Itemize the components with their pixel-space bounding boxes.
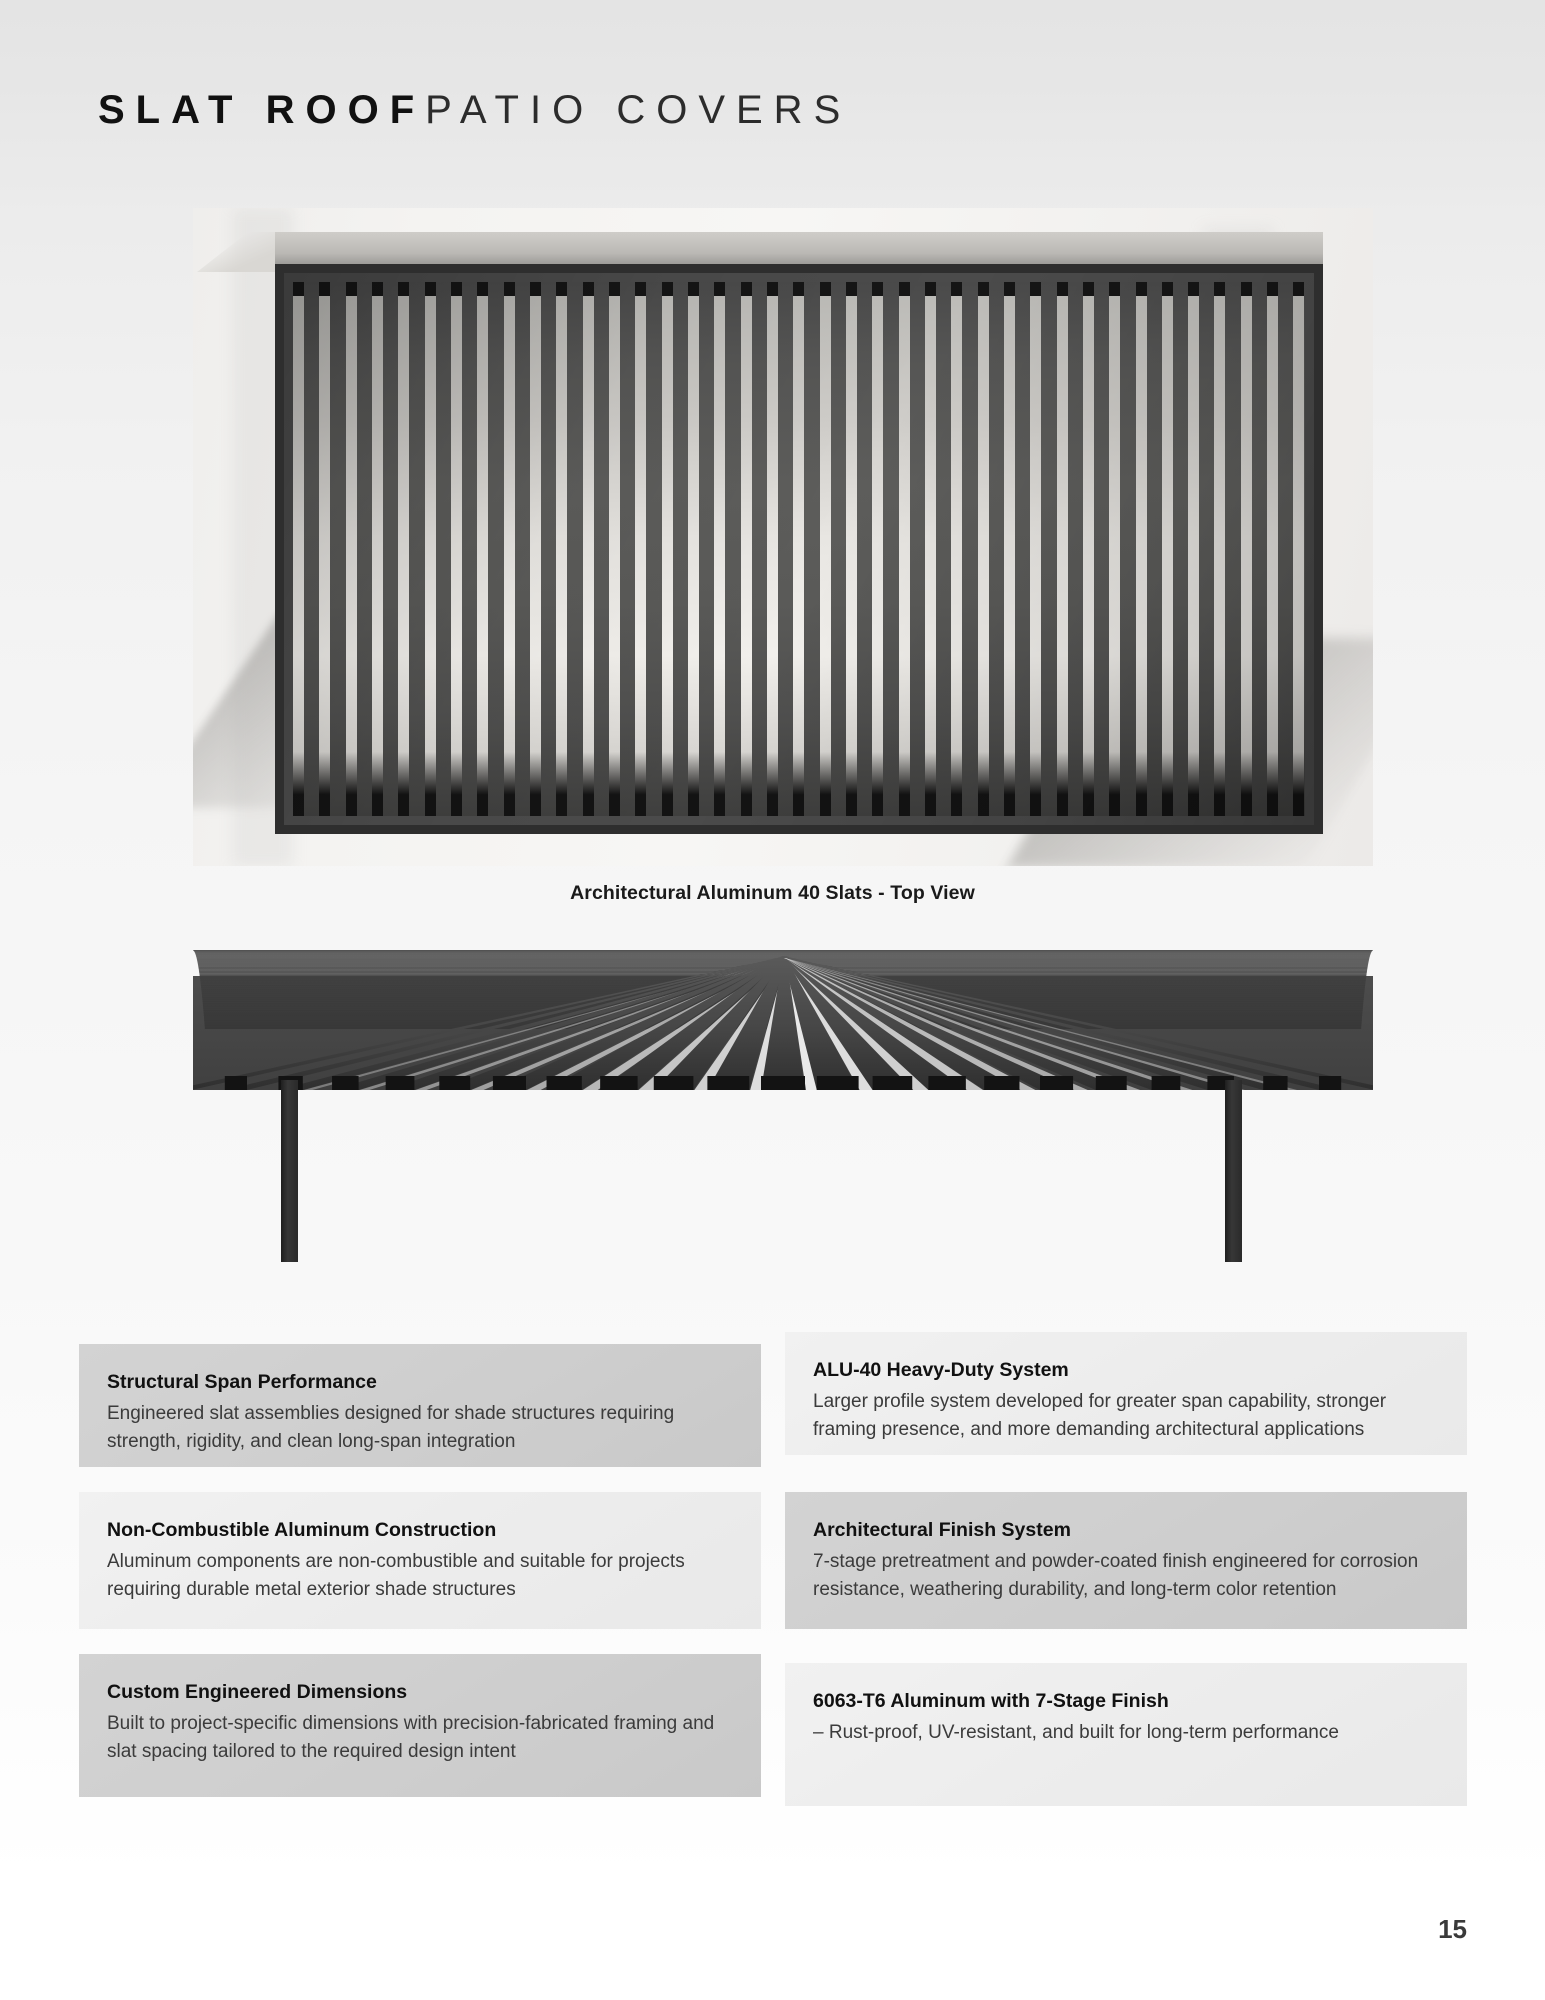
slat-gap <box>1083 282 1094 816</box>
feature-card-body: 7-stage pretreatment and powder-coated finish engineered for corrosion resistance, weathering durability, and long-term color retention <box>813 1551 1419 1600</box>
slat-gap <box>1267 282 1278 816</box>
perspective-slat-endcap <box>1096 1076 1127 1090</box>
slat-gap <box>1293 282 1304 816</box>
perspective-slat-endcap <box>984 1076 1019 1090</box>
perspective-slat-svg <box>193 950 1373 1090</box>
feature-card-body: Aluminum components are non-combustible and suitable for projects requiring durable metal exterior shade structures <box>107 1551 685 1600</box>
feature-card-body: Built to project-specific dimensions with precision-fabricated framing and slat spacing tailored to the required design intent <box>107 1713 715 1762</box>
feature-card-row <box>79 1492 1467 1629</box>
slat-gap <box>793 282 804 816</box>
perspective-slat-endcap <box>493 1076 526 1090</box>
perspective-slat-endcap <box>439 1076 470 1090</box>
perspective-slat-endcap <box>707 1076 749 1090</box>
slat-gap <box>1030 282 1041 816</box>
feature-card-title: 6063-T6 Aluminum with 7-Stage Finish <box>813 1690 1169 1712</box>
feature-card-title: Custom Engineered Dimensions <box>107 1681 408 1703</box>
slat-gap <box>1136 282 1147 816</box>
feature-card-title: Architectural Finish System <box>813 1519 1071 1541</box>
slat-gap <box>899 282 910 816</box>
slat-gap <box>1188 282 1199 816</box>
slat-gap <box>556 282 567 816</box>
perspective-slat-endcap <box>1263 1076 1287 1090</box>
feature-card[interactable] <box>79 1654 761 1797</box>
slat-gap <box>451 282 462 816</box>
perspective-slat-endcap <box>761 1076 805 1090</box>
slat-gap <box>425 282 436 816</box>
perspective-slat-endcap <box>600 1076 637 1090</box>
figure-caption: Architectural Aluminum 40 Slats - Top View <box>570 882 975 904</box>
perspective-slat-endcap <box>1152 1076 1181 1090</box>
perspective-slat-endcap <box>547 1076 582 1090</box>
slat-gap <box>1109 282 1120 816</box>
slat-gap <box>583 282 594 816</box>
slat-gap <box>978 282 989 816</box>
page-title-light: PATIO COVERS <box>425 88 852 132</box>
perspective-slat-endcap <box>225 1076 247 1090</box>
support-post-right <box>1225 1080 1242 1262</box>
slat-gap <box>609 282 620 816</box>
slat-gap <box>319 282 330 816</box>
feature-card[interactable] <box>79 1344 761 1467</box>
feature-card[interactable] <box>785 1332 1467 1455</box>
feature-card-body: – Rust-proof, UV-resistant, and built for long-term performance <box>813 1722 1339 1744</box>
perspective-slat-endcap <box>654 1076 694 1090</box>
slat-gap <box>1214 282 1225 816</box>
slat-gap <box>504 282 515 816</box>
slat-gap <box>714 282 725 816</box>
feature-card-title: Structural Span Performance <box>107 1371 377 1393</box>
feature-card-grid <box>79 1344 1467 1831</box>
slat-gap <box>1057 282 1068 816</box>
slat-gap <box>767 282 778 816</box>
slat-gap <box>925 282 936 816</box>
feature-card-title: Non-Combustible Aluminum Construction <box>107 1519 497 1541</box>
perspective-slat-endcap <box>817 1076 859 1090</box>
slat-assembly <box>275 232 1323 840</box>
slat-gap <box>530 282 541 816</box>
slat-gap <box>477 282 488 816</box>
perspective-slat-endcap <box>928 1076 965 1090</box>
perspective-slat-endcap <box>332 1076 359 1090</box>
page-title <box>98 88 851 133</box>
slat-gap <box>346 282 357 816</box>
slat-gap <box>688 282 699 816</box>
perspective-slat-endcap <box>1319 1076 1341 1090</box>
slat-roof-top-view-photo <box>193 208 1373 866</box>
page-title-bold: SLAT ROOF <box>98 88 426 132</box>
slat-roof-perspective-render <box>193 950 1373 1290</box>
support-post-left <box>281 1080 298 1262</box>
slat-gap <box>662 282 673 816</box>
feature-card-row <box>79 1654 1467 1806</box>
feature-card-row <box>79 1344 1467 1467</box>
page-number: 15 <box>1438 1914 1467 1944</box>
slat-gap <box>635 282 646 816</box>
feature-card-body: Engineered slat assemblies designed for shade structures requiring strength, rigidity, and clean long-span integration <box>107 1403 675 1452</box>
feature-card[interactable] <box>79 1492 761 1629</box>
slat-gap <box>1241 282 1252 816</box>
feature-card-body: Larger profile system developed for greater span capability, stronger framing presence, and more demanding architectural applications <box>813 1391 1387 1440</box>
slat-gap <box>951 282 962 816</box>
perspective-slat-endcap <box>873 1076 913 1090</box>
slat-gap <box>820 282 831 816</box>
feature-card-title: ALU-40 Heavy-Duty System <box>813 1359 1069 1381</box>
slat-gap <box>293 282 304 816</box>
feature-card[interactable] <box>785 1663 1467 1806</box>
slat-gap <box>398 282 409 816</box>
slat-gap <box>1162 282 1173 816</box>
slat-gap <box>1004 282 1015 816</box>
slat-field <box>293 282 1305 816</box>
perspective-slat-endcap <box>1040 1076 1073 1090</box>
feature-card[interactable] <box>785 1492 1467 1629</box>
slat-gap <box>372 282 383 816</box>
slat-frame <box>275 264 1323 834</box>
slat-gap <box>846 282 857 816</box>
perspective-slat-endcap <box>386 1076 415 1090</box>
slat-gap <box>741 282 752 816</box>
slat-gap <box>872 282 883 816</box>
